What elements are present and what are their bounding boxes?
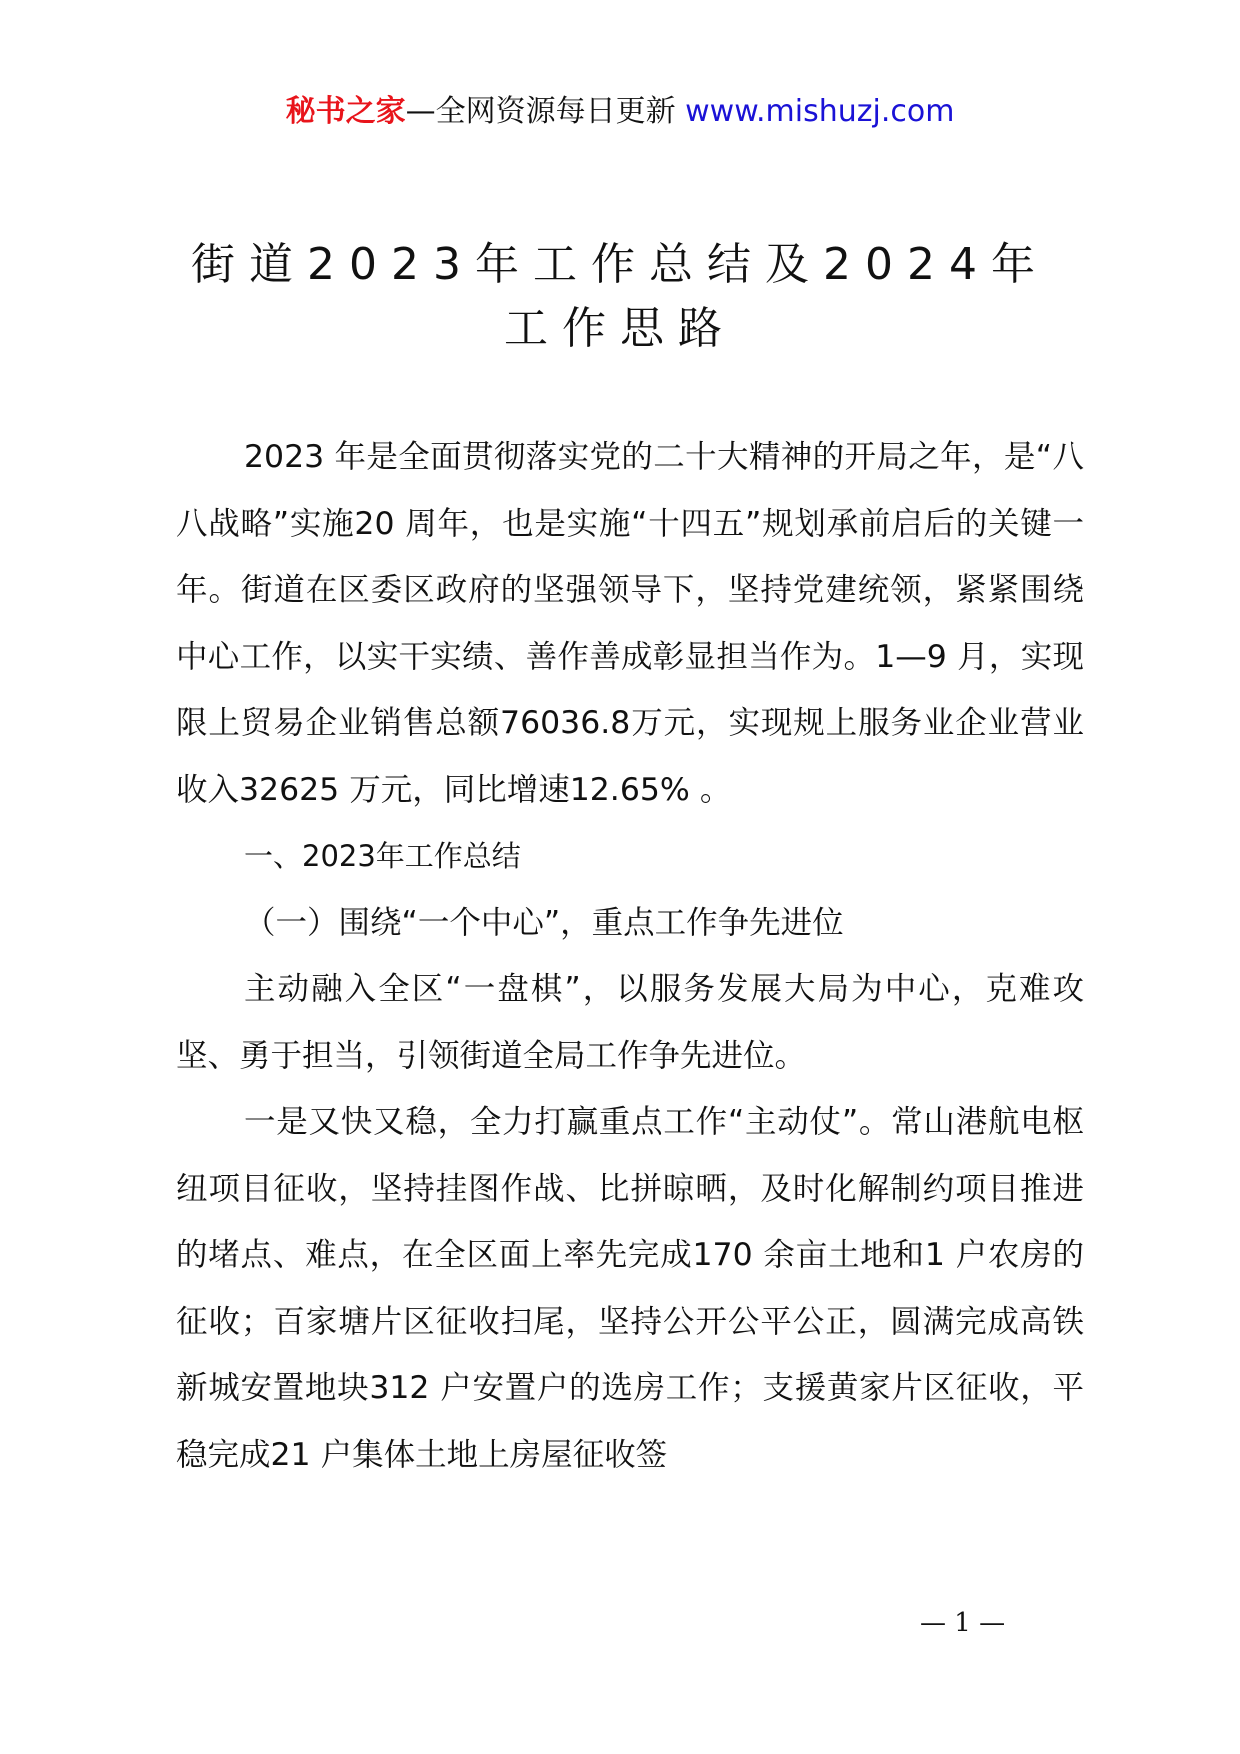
site-url-link[interactable]: www.mishuzj.com <box>685 94 955 129</box>
site-name: 秘书之家 <box>285 94 406 129</box>
site-header <box>0 92 1240 132</box>
document-title-line-2: 工作思路 <box>504 303 736 354</box>
intro-paragraph: 2023 年是全面贯彻落实党的二十大精神的开局之年，是“八八战略”实施20 周年，也是实施“十四五”规划承前启后的关键一年。街道在区委区政府的坚强领导下，坚持党建统领，紧紧围绕中心工作，以实干实绩、善作善成彰显担当作为。1—9 月，实现限上贸易企业销售总额76036.8万元，实现规上服务业企业营业收入32625 万元，同比增速12.65% 。 <box>176 439 1084 808</box>
document-title-line-1: 街道2023年工作总结及2024年 <box>191 239 1049 290</box>
page-number: — 1 — <box>920 1608 1006 1638</box>
subsection-heading: （一）围绕“一个中心”，重点工作争先进位 <box>244 904 844 941</box>
body-paragraph: 主动融入全区“一盘棋”，以服务发展大局为中心，克难攻坚、勇于担当，引领街道全局工作争先进位。 <box>176 971 1084 1074</box>
document-body <box>176 424 1084 1488</box>
section-heading: 一、2023年工作总结 <box>244 839 521 873</box>
body-paragraph: 一是又快又稳，全力打赢重点工作“主动仗”。常山港航电枢纽项目征收，坚持挂图作战、比拼晾晒，及时化解制约项目推进的堵点、难点，在全区面上率先完成170 余亩土地和1 户农房的征收；百家塘片区征收扫尾，坚持公开公平公正，圆满完成高铁新城安置地块312 户安置户的选房工作；支援黄家片区征收，平稳完成21 户集体土地上房屋征收签 <box>176 1104 1084 1473</box>
site-tagline: —全网资源每日更新 <box>405 94 676 129</box>
